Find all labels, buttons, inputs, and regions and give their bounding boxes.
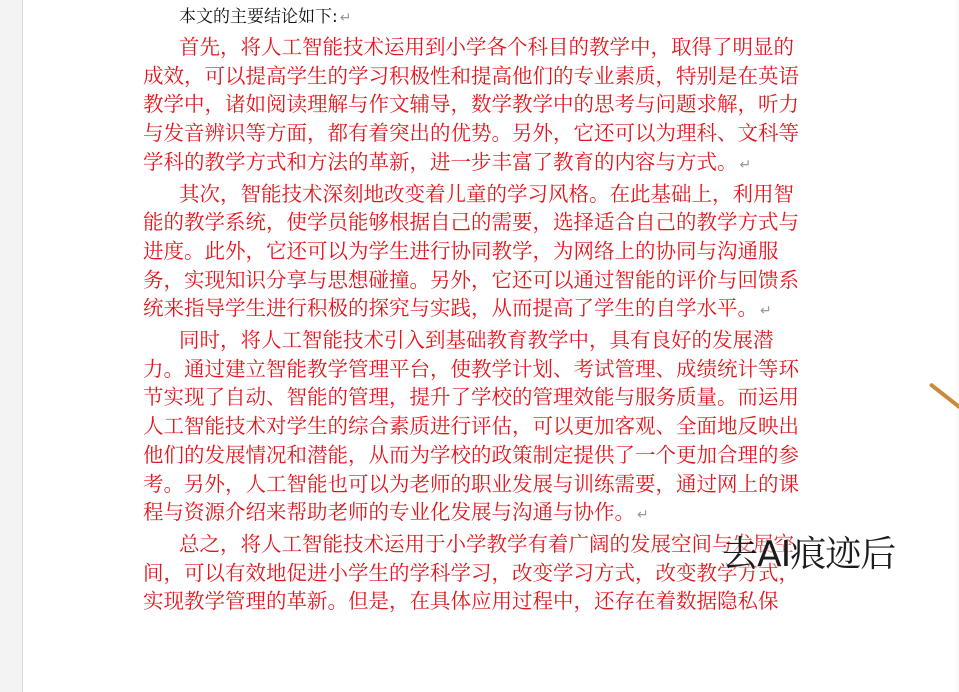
paragraph-2 [143,180,891,327]
paragraph-mark-icon: ↵ [339,10,352,26]
paragraph-3-text: 同时，将人工智能技术引入到基础教育教学中，具有良好的发展潜 力。通过建立智能教学管理平台，使教学计划、考试管理、成绩统计等环 节实现了自动、智能的管理，提升了学校的管理效能与服务质量。而运用 人工智能技术对学生的综合素质进行评估，可以更加客观、全面地反映出 他们的发展情况和潜能，从而为学校的政策制定提供了一个更加合理的参 考。另外，人工智能也可以为老师的职业发展与训练需要，通过网上的课 程与资源介绍来帮助老师的专业化发展与沟通与协作。 [143,328,799,525]
intro-text: 本文的主要结论如下: [179,7,338,27]
paragraph-mark-icon: ↵ [739,156,752,173]
paragraph-4-text: 总之，将人工智能技术运用于小学教学有着广阔的发展空间与发展空 间，可以有效地促进小学生的学科学习，改变学习方式，改变教学方式， 实现教学管理的革新。但是，在具体应用过程中，还存在着数据隐私保 [143,531,799,614]
document-page[interactable] [22,0,959,692]
paragraph-3 [143,326,891,530]
page-edge-shadow [954,0,959,692]
paragraph-mark-icon: ↵ [760,303,772,320]
intro-line [179,4,891,31]
document-body[interactable] [143,4,891,616]
watermark-text: 去AI痕迹后 [722,534,896,575]
paragraph-1-text: 首先，将人工智能技术运用到小学各个科目的教学中，取得了明显的 成效，可以提高学生的学习积极性和提高他们的专业素质，特别是在英语 教学中，诸如阅读理解与作文辅导，数学教学中的思考与问题求解，听力 与发音辨识等方面，都有着突出的优势。另外，它还可以为理科、文科等 学科的教学方式和方法的革新，进一步丰富了教育的内容与方式。 [143,35,799,174]
paragraph-1 [143,33,891,180]
paragraph-mark-icon: ↵ [637,507,649,524]
paragraph-2-text: 其次，智能技术深刻地改变着儿童的学习风格。在此基础上，利用智 能的教学系统，使学员能够根据自己的需要，选择适合自己的教学方式与 进度。此外，它还可以为学生进行协同教学，为网络上的协同与沟通服 务，实现知识分享与思想碰撞。另外，它还可以通过智能的评价与回馈系 统来指导学生进行积极的探究与实践，从而提高了学生的自学水平。 [143,181,799,321]
